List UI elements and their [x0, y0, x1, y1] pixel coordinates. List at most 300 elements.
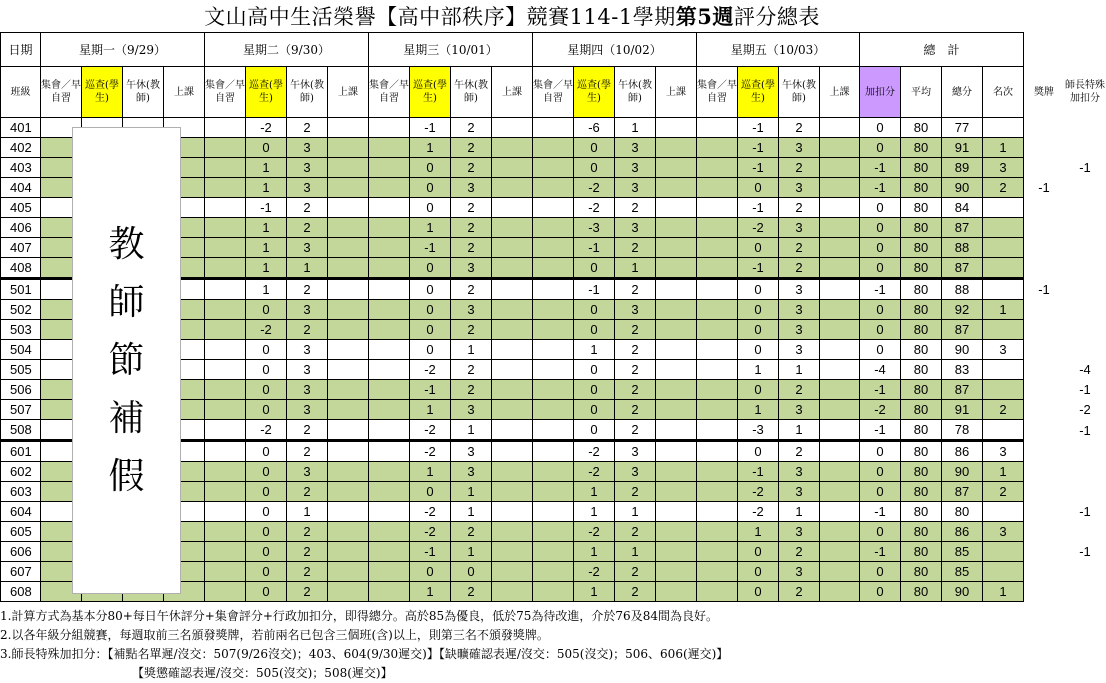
assembly-cell [369, 502, 410, 522]
class-score-cell [492, 502, 533, 522]
patrol-cell: -2 [574, 441, 615, 462]
assembly-cell [205, 340, 246, 360]
patrol-cell: -1 [738, 462, 779, 482]
avg-cell: 80 [901, 562, 942, 582]
assembly-cell [533, 502, 574, 522]
class-score-cell [820, 178, 860, 198]
medal-cell [1024, 198, 1065, 218]
patrol-cell: 0 [410, 279, 451, 300]
holiday-char: 師 [108, 281, 145, 323]
assembly-cell [205, 158, 246, 178]
class-score-cell [820, 258, 860, 279]
assembly-cell [533, 340, 574, 360]
assembly-cell [533, 258, 574, 279]
class-score-cell [492, 340, 533, 360]
total-cell: 90 [942, 340, 983, 360]
patrol-cell: 0 [738, 441, 779, 462]
assembly-cell [697, 502, 738, 522]
assembly-cell [205, 218, 246, 238]
assembly-subheader: 集會／早自習 [205, 67, 246, 118]
patrol-cell: 0 [246, 502, 287, 522]
patrol-cell: -2 [410, 522, 451, 542]
class-score-cell [820, 400, 860, 420]
avg-cell: 80 [901, 340, 942, 360]
avg-cell: 80 [901, 300, 942, 320]
assembly-cell [205, 380, 246, 400]
assembly-cell [533, 582, 574, 602]
patrol-subheader: 巡查(學生) [246, 67, 287, 118]
class-score-cell [820, 420, 860, 441]
holiday-char: 假 [108, 455, 145, 497]
assembly-cell [205, 178, 246, 198]
class-cell: 404 [1, 178, 41, 198]
class-score-cell [820, 562, 860, 582]
class-score-cell [492, 300, 533, 320]
nap-cell: 3 [287, 178, 328, 198]
nap-cell: 3 [779, 300, 820, 320]
patrol-cell: -2 [410, 502, 451, 522]
teacher-bonus-cell [1065, 522, 1106, 542]
nap-cell: 2 [615, 340, 656, 360]
patrol-cell: 0 [246, 441, 287, 462]
class-score-cell [328, 420, 369, 441]
nap-cell: 2 [451, 279, 492, 300]
nap-cell: 2 [287, 279, 328, 300]
nap-cell: 3 [779, 482, 820, 502]
patrol-cell: -1 [738, 198, 779, 218]
nap-cell: 2 [451, 118, 492, 138]
assembly-cell [369, 400, 410, 420]
class-cell: 407 [1, 238, 41, 258]
day-header-thu: 星期四（10/02） [533, 33, 697, 67]
nap-cell: 1 [451, 340, 492, 360]
teacher-bonus-cell [1065, 300, 1106, 320]
assembly-cell [533, 138, 574, 158]
total-cell: 88 [942, 279, 983, 300]
teacher-bonus-cell [1065, 178, 1106, 198]
total-cell: 91 [942, 400, 983, 420]
medal-cell [1024, 542, 1065, 562]
teacher-bonus-cell [1065, 320, 1106, 340]
class-subheader: 上課 [820, 67, 860, 118]
patrol-cell: 0 [410, 158, 451, 178]
class-score-cell [328, 441, 369, 462]
assembly-cell [533, 198, 574, 218]
assembly-cell [369, 482, 410, 502]
class-score-cell [656, 300, 697, 320]
bonus-cell: -2 [860, 400, 901, 420]
class-score-cell [656, 198, 697, 218]
nap-cell: 2 [779, 198, 820, 218]
assembly-cell [369, 279, 410, 300]
patrol-subheader: 巡查(學生) [574, 67, 615, 118]
teacher-bonus-cell [1065, 258, 1106, 279]
patrol-cell: -2 [574, 462, 615, 482]
assembly-cell [697, 320, 738, 340]
medal-cell [1024, 562, 1065, 582]
avg-cell: 80 [901, 582, 942, 602]
avg-cell: 80 [901, 502, 942, 522]
class-cell: 603 [1, 482, 41, 502]
nap-cell: 2 [451, 582, 492, 602]
assembly-cell [697, 380, 738, 400]
patrol-cell: -2 [574, 178, 615, 198]
patrol-cell: 0 [738, 300, 779, 320]
assembly-cell [205, 441, 246, 462]
medal-cell [1024, 441, 1065, 462]
avg-cell: 80 [901, 258, 942, 279]
nap-cell: 2 [779, 542, 820, 562]
class-score-cell [656, 178, 697, 198]
nap-cell: 1 [779, 360, 820, 380]
nap-cell: 3 [779, 320, 820, 340]
assembly-cell [369, 380, 410, 400]
patrol-cell: 1 [738, 400, 779, 420]
class-score-cell [328, 360, 369, 380]
total-cell: 87 [942, 482, 983, 502]
rank-cell [983, 320, 1024, 340]
patrol-cell: 0 [574, 380, 615, 400]
avg-cell: 80 [901, 542, 942, 562]
teacher-bonus-cell: -1 [1065, 542, 1106, 562]
patrol-cell: 1 [574, 340, 615, 360]
assembly-cell [697, 279, 738, 300]
nap-cell: 1 [779, 420, 820, 441]
class-subheader: 上課 [328, 67, 369, 118]
total-cell: 89 [942, 158, 983, 178]
nap-cell: 3 [779, 178, 820, 198]
nap-cell: 3 [287, 340, 328, 360]
holiday-char: 節 [108, 339, 145, 381]
patrol-cell: -1 [246, 198, 287, 218]
assembly-cell [533, 178, 574, 198]
holiday-char: 教 [108, 223, 145, 265]
assembly-cell [697, 118, 738, 138]
class-cell: 504 [1, 340, 41, 360]
nap-cell: 2 [615, 562, 656, 582]
nap-cell: 2 [451, 138, 492, 158]
patrol-cell: -1 [410, 118, 451, 138]
patrol-cell: 0 [246, 400, 287, 420]
class-score-cell [656, 562, 697, 582]
nap-cell: 1 [615, 118, 656, 138]
class-subheader: 上課 [164, 67, 205, 118]
assembly-cell [697, 218, 738, 238]
class-score-cell [492, 118, 533, 138]
class-cell: 401 [1, 118, 41, 138]
nap-cell: 2 [287, 522, 328, 542]
rank-cell [983, 360, 1024, 380]
teacher-bonus-cell [1065, 198, 1106, 218]
nap-cell: 2 [779, 380, 820, 400]
assembly-cell [205, 279, 246, 300]
bonus-cell: 0 [860, 340, 901, 360]
nap-cell: 3 [779, 462, 820, 482]
nap-cell: 2 [287, 218, 328, 238]
class-score-cell [656, 542, 697, 562]
nap-cell: 3 [779, 522, 820, 542]
assembly-cell [533, 420, 574, 441]
bonus-cell: 0 [860, 138, 901, 158]
patrol-cell: 0 [246, 300, 287, 320]
nap-cell: 3 [615, 138, 656, 158]
class-score-cell [492, 562, 533, 582]
rank-cell: 2 [983, 400, 1024, 420]
total-cell: 86 [942, 441, 983, 462]
note-line: 3.師長特殊加扣分：【補點名單遲/沒交：507(9/26沒交)；403、604(9/30遲交)】【缺曠確認表遲/沒交：505(沒交)；506、606(遲交)】 [0, 647, 729, 661]
medal-cell [1024, 582, 1065, 602]
assembly-cell [533, 522, 574, 542]
nap-cell: 3 [451, 178, 492, 198]
patrol-cell: -1 [410, 380, 451, 400]
empty-cell [1065, 33, 1106, 67]
total-cell: 80 [942, 502, 983, 522]
class-score-cell [328, 340, 369, 360]
teacher-bonus-cell: -1 [1065, 158, 1106, 178]
nap-cell: 2 [615, 482, 656, 502]
class-score-cell [328, 542, 369, 562]
patrol-cell: 1 [246, 178, 287, 198]
assembly-cell [697, 340, 738, 360]
class-score-cell [656, 360, 697, 380]
nap-cell: 3 [779, 218, 820, 238]
teacher-bonus-cell: -1 [1065, 420, 1106, 441]
bonus-subheader: 加扣分 [860, 67, 901, 118]
class-score-cell [328, 562, 369, 582]
teacher-bonus-cell [1065, 582, 1106, 602]
nap-cell: 2 [615, 522, 656, 542]
class-score-cell [656, 582, 697, 602]
nap-cell: 1 [615, 258, 656, 279]
assembly-cell [369, 198, 410, 218]
class-score-cell [492, 238, 533, 258]
patrol-cell: -2 [410, 420, 451, 441]
teacher-bonus-cell [1065, 238, 1106, 258]
avg-cell: 80 [901, 198, 942, 218]
patrol-subheader: 巡查(學生) [738, 67, 779, 118]
nap-cell: 2 [779, 258, 820, 279]
bonus-cell: 0 [860, 462, 901, 482]
nap-cell: 2 [451, 198, 492, 218]
rank-cell: 1 [983, 300, 1024, 320]
teacher-bonus-cell [1065, 118, 1106, 138]
nap-cell: 3 [287, 138, 328, 158]
assembly-subheader: 集會／早自習 [369, 67, 410, 118]
assembly-cell [369, 522, 410, 542]
patrol-cell: 1 [410, 218, 451, 238]
class-score-cell [492, 542, 533, 562]
bonus-cell: -1 [860, 158, 901, 178]
day-header-wed: 星期三（10/01） [369, 33, 533, 67]
nap-cell: 2 [451, 158, 492, 178]
nap-cell: 2 [451, 320, 492, 340]
assembly-cell [205, 238, 246, 258]
patrol-cell: 1 [410, 400, 451, 420]
avg-cell: 80 [901, 320, 942, 340]
assembly-cell [533, 400, 574, 420]
class-score-cell [656, 522, 697, 542]
nap-cell: 2 [779, 238, 820, 258]
assembly-cell [369, 542, 410, 562]
assembly-cell [205, 462, 246, 482]
class-score-cell [656, 340, 697, 360]
patrol-cell: 0 [738, 562, 779, 582]
rank-cell: 3 [983, 522, 1024, 542]
class-score-cell [492, 380, 533, 400]
nap-cell: 3 [615, 300, 656, 320]
patrol-cell: -3 [574, 218, 615, 238]
class-score-cell [656, 138, 697, 158]
patrol-cell: -1 [738, 118, 779, 138]
teacher-bonus-header: 師長特殊加扣分 [1065, 80, 1105, 104]
patrol-cell: -2 [246, 320, 287, 340]
total-cell: 78 [942, 420, 983, 441]
assembly-cell [533, 320, 574, 340]
patrol-cell: -2 [246, 420, 287, 441]
class-score-cell [656, 158, 697, 178]
bonus-cell: -4 [860, 360, 901, 380]
assembly-cell [697, 441, 738, 462]
nap-cell: 2 [287, 420, 328, 441]
medal-cell [1024, 380, 1065, 400]
class-score-cell [492, 582, 533, 602]
patrol-cell: 0 [246, 522, 287, 542]
nap-cell: 1 [615, 502, 656, 522]
patrol-cell: -1 [738, 158, 779, 178]
patrol-cell: 0 [738, 380, 779, 400]
assembly-cell [205, 198, 246, 218]
assembly-cell [205, 400, 246, 420]
class-score-cell [328, 178, 369, 198]
assembly-cell [697, 582, 738, 602]
rank-cell [983, 258, 1024, 279]
assembly-cell [369, 218, 410, 238]
class-cell: 506 [1, 380, 41, 400]
assembly-cell [205, 118, 246, 138]
nap-cell: 3 [451, 258, 492, 279]
assembly-cell [205, 420, 246, 441]
patrol-cell: 0 [738, 279, 779, 300]
patrol-cell: 1 [246, 158, 287, 178]
page-title: 文山高中生活榮譽【高中部秩序】競賽114-1學期 第5週 評分總表 [204, 4, 820, 29]
assembly-cell [697, 300, 738, 320]
patrol-cell: 0 [410, 340, 451, 360]
note-line: 【獎懲確認表遲/沒交：505(沒交)；508(遲交)】 [132, 666, 393, 680]
nap-cell: 2 [451, 380, 492, 400]
nap-cell: 2 [451, 522, 492, 542]
class-score-cell [820, 360, 860, 380]
rank-cell [983, 279, 1024, 300]
assembly-cell [369, 258, 410, 279]
class-cell: 406 [1, 218, 41, 238]
class-score-cell [492, 258, 533, 279]
teacher-bonus-cell [1065, 340, 1106, 360]
assembly-cell [205, 582, 246, 602]
class-score-cell [820, 482, 860, 502]
bonus-cell: 0 [860, 441, 901, 462]
patrol-cell: 1 [410, 582, 451, 602]
class-score-cell [492, 522, 533, 542]
avg-cell: 80 [901, 218, 942, 238]
teacher-bonus-cell [1065, 562, 1106, 582]
class-score-cell [656, 279, 697, 300]
class-score-cell [820, 502, 860, 522]
nap-cell: 2 [615, 400, 656, 420]
class-score-cell [820, 238, 860, 258]
total-cell: 83 [942, 360, 983, 380]
patrol-cell: 0 [410, 198, 451, 218]
nap-cell: 3 [287, 380, 328, 400]
assembly-cell [369, 300, 410, 320]
nap-cell: 2 [451, 238, 492, 258]
assembly-cell [533, 218, 574, 238]
nap-cell: 3 [287, 400, 328, 420]
class-score-cell [820, 542, 860, 562]
total-cell: 90 [942, 582, 983, 602]
nap-cell: 3 [779, 138, 820, 158]
total-cell: 86 [942, 522, 983, 542]
bonus-cell: 0 [860, 562, 901, 582]
rank-cell [983, 238, 1024, 258]
nap-cell: 2 [615, 582, 656, 602]
nap-cell: 3 [287, 360, 328, 380]
avg-cell: 80 [901, 482, 942, 502]
medal-cell [1024, 300, 1065, 320]
nap-cell: 3 [287, 462, 328, 482]
nap-cell: 2 [779, 441, 820, 462]
nap-cell: 2 [287, 441, 328, 462]
rank-cell [983, 542, 1024, 562]
class-score-cell [328, 482, 369, 502]
nap-cell: 2 [779, 158, 820, 178]
assembly-cell [697, 360, 738, 380]
total-subheader: 總分 [942, 67, 983, 118]
nap-cell: 1 [779, 502, 820, 522]
patrol-cell: -3 [738, 420, 779, 441]
total-cell: 85 [942, 542, 983, 562]
bonus-cell: 0 [860, 238, 901, 258]
total-header: 總 計 [860, 33, 1024, 67]
medal-header: 獎牌 [1034, 86, 1054, 98]
date-header: 日期 [1, 33, 41, 67]
bonus-cell: -1 [860, 542, 901, 562]
assembly-cell [533, 462, 574, 482]
nap-cell: 3 [615, 178, 656, 198]
class-score-cell [656, 380, 697, 400]
patrol-cell: 0 [246, 462, 287, 482]
assembly-subheader: 集會／早自習 [697, 67, 738, 118]
day-header-fri: 星期五（10/03） [697, 33, 860, 67]
teacher-bonus-cell: -1 [1065, 380, 1106, 400]
nap-cell: 2 [779, 118, 820, 138]
class-cell: 606 [1, 542, 41, 562]
class-score-cell [492, 360, 533, 380]
patrol-cell: 0 [574, 400, 615, 420]
nap-cell: 3 [779, 400, 820, 420]
teacher-bonus-cell: -1 [1065, 502, 1106, 522]
patrol-cell: -1 [410, 542, 451, 562]
bonus-cell: -1 [860, 502, 901, 522]
class-score-cell [492, 138, 533, 158]
nap-cell: 2 [287, 320, 328, 340]
assembly-cell [533, 562, 574, 582]
class-score-cell [820, 462, 860, 482]
patrol-cell: 1 [738, 522, 779, 542]
rank-cell: 1 [983, 582, 1024, 602]
assembly-cell [533, 238, 574, 258]
nap-cell: 1 [451, 542, 492, 562]
class-header: 班級 [1, 67, 41, 118]
